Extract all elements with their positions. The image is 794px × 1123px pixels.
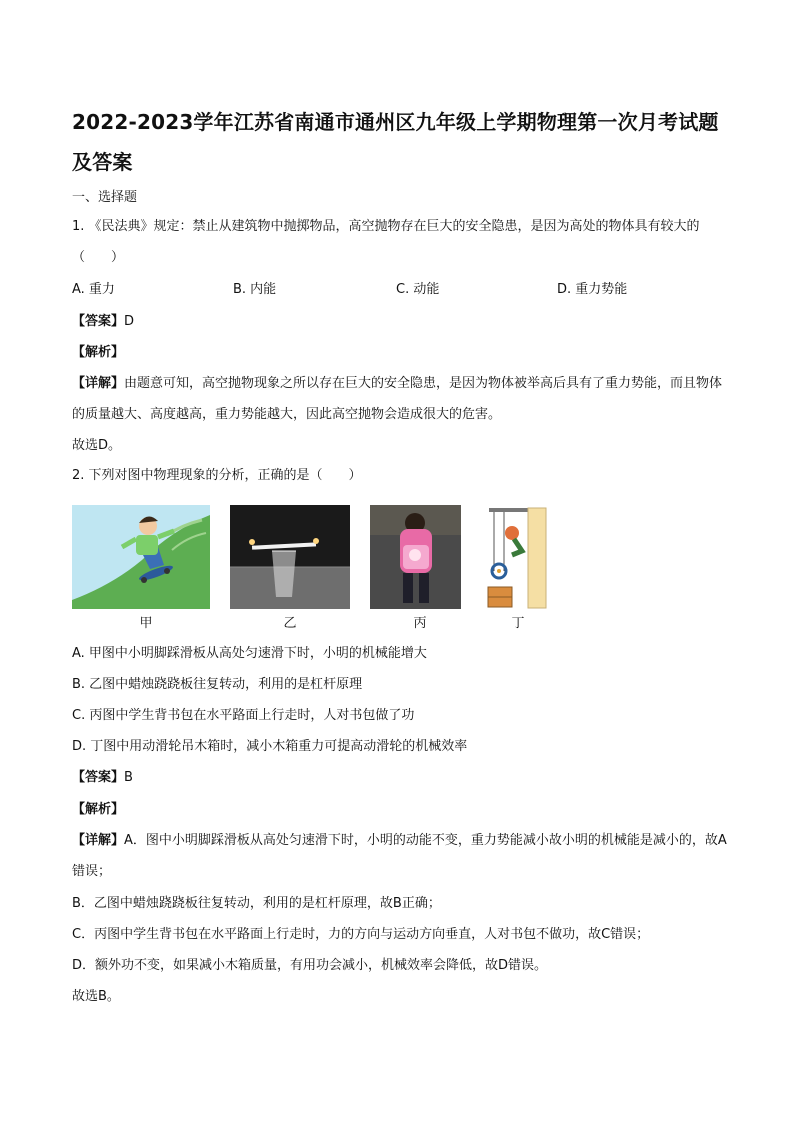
figure-ding-pulley <box>484 505 550 609</box>
q1-detail <box>72 368 727 430</box>
section-heading: 一、选择题 <box>72 190 138 205</box>
q2-detail-b: B．乙图中蜡烛跷跷板往复转动，利用的是杠杆原理，故B正确； <box>72 896 441 911</box>
caption-yi: 乙 <box>283 616 297 631</box>
figure-bing-student-backpack <box>370 505 461 609</box>
question-1-stem: 1. 《民法典》规定：禁止从建筑物中抛掷物品，高空抛物存在巨大的安全隐患，是因为高处的物体具有较大的（ ） <box>72 219 700 265</box>
question-2-stem: 2. 下列对图中物理现象的分析，正确的是（ ） <box>72 468 362 483</box>
q2-detail-c: C．丙图中学生背书包在水平路面上行走时，力的方向与运动方向垂直，人对书包不做功，故C错误； <box>72 927 650 942</box>
q1-answer-label: 【答案】 <box>72 314 125 329</box>
q1-answer-value: D <box>124 314 135 329</box>
caption-ding: 丁 <box>511 616 525 631</box>
figure-yi-candle-seesaw <box>230 505 350 609</box>
q1-answer <box>72 312 134 332</box>
q1-option-c: C. 动能 <box>396 282 440 297</box>
q2-option-c: C. 丙图中学生背书包在水平路面上行走时，人对书包做了功 <box>72 708 415 723</box>
q1-option-a: A. 重力 <box>72 282 115 297</box>
q2-option-a: A. 甲图中小明脚踩滑板从高处匀速滑下时，小明的机械能增大 <box>72 646 427 661</box>
q1-analysis-label: 【解析】 <box>72 345 125 360</box>
q2-detail-a-text: A．图中小明脚踩滑板从高处匀速滑下时，小明的动能不变，重力势能减小故小明的机械能是减小的，故A错误； <box>72 833 727 879</box>
caption-bing: 丙 <box>413 616 427 631</box>
q2-option-d: D. 丁图中用动滑轮吊木箱时，减小木箱重力可提高动滑轮的机械效率 <box>72 739 468 754</box>
q2-answer-label: 【答案】 <box>72 770 125 785</box>
q1-conclusion: 故选D。 <box>72 438 122 453</box>
q2-answer-value: B <box>124 770 133 785</box>
q1-option-d: D. 重力势能 <box>557 282 628 297</box>
q2-conclusion: 故选B。 <box>72 989 120 1004</box>
q1-detail-text: 由题意可知，高空抛物现象之所以存在巨大的安全隐患，是因为物体被举高后具有了重力势能，而且物体的质量越大、高度越高，重力势能越大，因此高空抛物会造成很大的危害。 <box>72 376 723 422</box>
q2-option-b: B. 乙图中蜡烛跷跷板往复转动，利用的是杠杆原理 <box>72 677 363 692</box>
q1-option-b: B. 内能 <box>233 282 277 297</box>
q2-answer <box>72 768 133 788</box>
q2-detail-a <box>72 825 727 887</box>
figure-jia-skateboarder <box>72 505 210 609</box>
document-title: 2022-2023学年江苏省南通市通州区九年级上学期物理第一次月考试题及答案 <box>72 110 719 174</box>
q2-detail-label: 【详解】 <box>72 833 125 848</box>
q1-detail-label: 【详解】 <box>72 376 125 391</box>
q2-detail-d: D．额外功不变，如果减小木箱质量，有用功会减小，机械效率会降低，故D错误。 <box>72 958 548 973</box>
caption-jia: 甲 <box>139 616 153 631</box>
q2-analysis-label: 【解析】 <box>72 802 125 817</box>
